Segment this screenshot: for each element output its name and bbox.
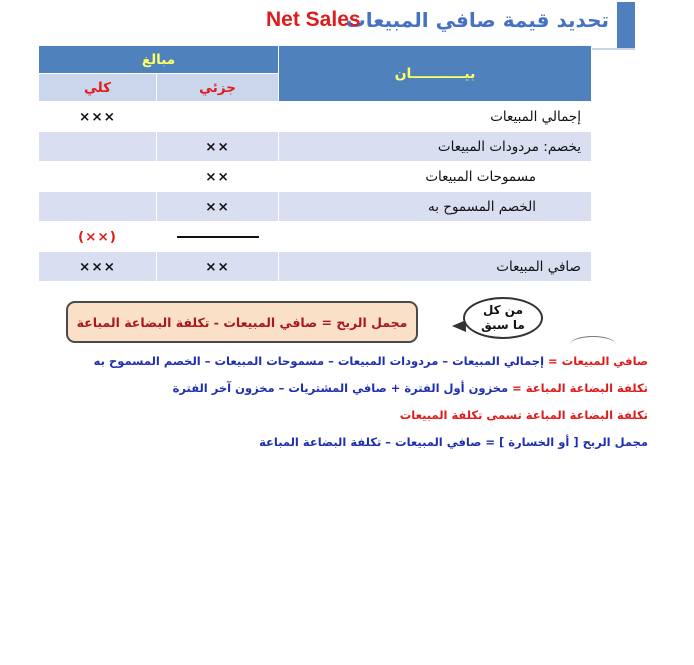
formula-value: إجمالي المبيعات – مردودات المبيعات – مسموحات المبيعات – الخصم المسموح به xyxy=(93,354,545,368)
net-sales-table xyxy=(38,45,592,282)
row-total xyxy=(39,132,157,162)
formula-key: صافي المبيعات = xyxy=(544,354,648,368)
row-partial: ×× xyxy=(157,252,279,282)
row-label: الخصم المسموح به xyxy=(279,192,592,222)
page-title-arabic: تحديد قيمة صافي المبيعات xyxy=(345,8,609,32)
bubble-line-2: ما سبق xyxy=(481,318,525,332)
row-partial: ×× xyxy=(157,192,279,222)
formula-lines xyxy=(28,352,648,460)
page-title-english: Net Sales xyxy=(266,8,361,31)
table-row xyxy=(39,222,592,252)
row-total: (××) xyxy=(39,222,157,252)
formula-value: مخزون أول الفترة + صافي المشتريات – مخزون آخر الفترة xyxy=(172,381,509,395)
row-label: صافي المبيعات xyxy=(279,252,592,282)
row-total xyxy=(39,192,157,222)
row-partial-rule xyxy=(157,222,279,252)
row-total: ××× xyxy=(39,102,157,132)
table-row xyxy=(39,132,592,162)
subtotal-rule xyxy=(177,236,259,238)
formula-line xyxy=(28,352,648,379)
gross-profit-formula-box: مجمل الربح = صافي المبيعات - تكلفة البضاعة المباعة xyxy=(66,301,418,343)
formula-line xyxy=(28,433,648,460)
column-header-total: كلي xyxy=(39,74,157,102)
formula-key: تكلفة البضاعة المباعة = xyxy=(508,381,648,395)
column-header-description: بيـــــــــــان xyxy=(279,46,592,102)
table-row xyxy=(39,252,592,282)
formula-line xyxy=(28,379,648,406)
formula-line xyxy=(28,406,648,433)
row-label xyxy=(279,222,592,252)
formula-key: تكلفة البضاعة المباعة تسمى تكلفة المبيعات xyxy=(399,408,648,422)
table-row xyxy=(39,162,592,192)
row-partial: ×× xyxy=(157,162,279,192)
column-header-amounts: مبالغ xyxy=(39,46,279,74)
table-row xyxy=(39,192,592,222)
row-total xyxy=(39,162,157,192)
table-row xyxy=(39,102,592,132)
header-accent-bar xyxy=(617,2,635,50)
page-header xyxy=(230,2,635,50)
row-partial: ×× xyxy=(157,132,279,162)
row-partial xyxy=(157,102,279,132)
row-label: إجمالي المبيعات xyxy=(279,102,592,132)
speech-bubble xyxy=(463,297,543,339)
formula-value: مجمل الربح [ أو الخسارة ] = صافي المبيعات – تكلفة البضاعة المباعة xyxy=(259,435,648,449)
column-header-partial: جزئي xyxy=(157,74,279,102)
row-label: مسموحات المبيعات xyxy=(279,162,592,192)
stamp-mark xyxy=(570,336,616,353)
row-label: يخصم: مردودات المبيعات xyxy=(279,132,592,162)
row-total: ××× xyxy=(39,252,157,282)
bubble-line-1: من كل xyxy=(482,303,524,317)
